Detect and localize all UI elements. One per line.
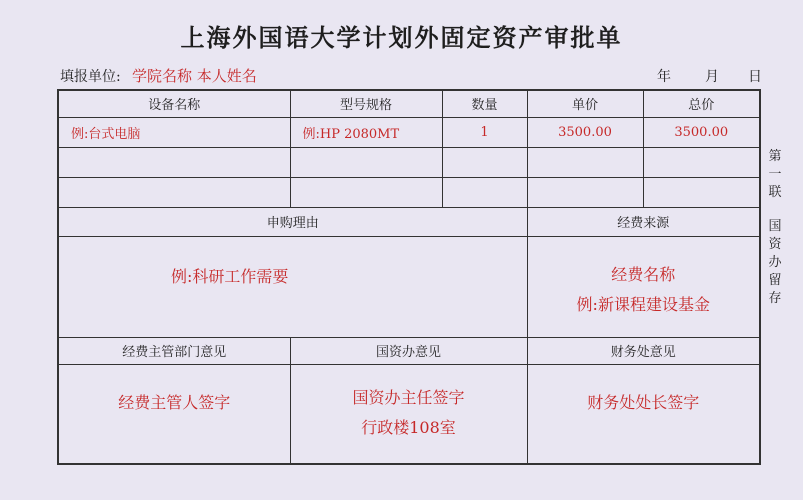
cell-empty[interactable] [442, 147, 527, 177]
table-row [58, 117, 760, 147]
finance-opinion-label: 财务处意见 [527, 337, 760, 364]
col-header-model: 型号规格 [290, 90, 442, 117]
dept-signature: 经费主管人签字 [118, 392, 231, 412]
side-keep-char: 资 [768, 237, 782, 252]
cell-empty[interactable] [643, 177, 760, 207]
side-note [764, 148, 786, 308]
reason-value: 例:科研工作需要 [171, 266, 289, 286]
side-copy-char: 第 [768, 149, 782, 164]
fund-cell[interactable] [527, 236, 760, 337]
table-row [58, 147, 760, 177]
side-keep-char: 国 [768, 219, 782, 234]
form-title: 上海外国语大学计划外固定资产审批单 [180, 23, 623, 52]
reason-label: 申购理由 [58, 207, 527, 236]
date-year-label: 年 [657, 69, 671, 85]
col-header-unit-price: 单价 [527, 90, 643, 117]
finance-opinion-cell[interactable] [527, 364, 760, 464]
fund-example: 例:新课程建设基金 [576, 294, 710, 314]
reason-row [58, 236, 760, 337]
side-keep-char: 办 [768, 255, 782, 270]
column-header-row [58, 90, 760, 117]
cell-name[interactable]: 例:台式电脑 [58, 117, 290, 147]
approval-form-table [57, 89, 761, 465]
reason-cell[interactable] [58, 236, 527, 337]
date-month-label: 月 [705, 69, 719, 85]
side-keep-char: 留 [768, 273, 782, 288]
office-opinion-label: 国资办意见 [290, 337, 527, 364]
unit-value: 学院名称 本人姓名 [132, 67, 257, 85]
side-copy-char: 联 [768, 185, 782, 200]
col-header-total: 总价 [643, 90, 760, 117]
table-row [58, 177, 760, 207]
side-keep-char: 存 [768, 291, 782, 306]
cell-empty[interactable] [643, 147, 760, 177]
side-copy-char: 一 [768, 167, 782, 182]
office-signature: 国资办主任签字 [352, 387, 465, 407]
dept-opinion-label: 经费主管部门意见 [58, 337, 290, 364]
office-location: 行政楼108室 [361, 417, 456, 437]
col-header-qty: 数量 [442, 90, 527, 117]
col-header-name: 设备名称 [58, 90, 290, 117]
opinion-header-row [58, 337, 760, 364]
dept-opinion-cell[interactable] [58, 364, 290, 464]
side-spacer [764, 202, 786, 218]
cell-empty[interactable] [290, 177, 442, 207]
cell-empty[interactable] [527, 177, 643, 207]
cell-empty[interactable] [290, 147, 442, 177]
cell-empty[interactable] [58, 177, 290, 207]
fund-label: 经费来源 [527, 207, 760, 236]
unit-label: 填报单位: [60, 69, 121, 85]
cell-qty[interactable]: 1 [442, 117, 527, 147]
reason-header-row [58, 207, 760, 236]
office-opinion-cell[interactable] [290, 364, 527, 464]
fund-name: 经费名称 [611, 264, 676, 284]
cell-total[interactable]: 3500.00 [643, 117, 760, 147]
cell-empty[interactable] [442, 177, 527, 207]
opinion-row [58, 364, 760, 464]
cell-model[interactable]: 例:HP 2080MT [290, 117, 442, 147]
cell-unit-price[interactable]: 3500.00 [527, 117, 643, 147]
info-row [60, 64, 760, 84]
date-day-label: 日 [748, 69, 762, 85]
cell-empty[interactable] [527, 147, 643, 177]
cell-empty[interactable] [58, 147, 290, 177]
finance-signature: 财务处处长签字 [587, 392, 700, 412]
